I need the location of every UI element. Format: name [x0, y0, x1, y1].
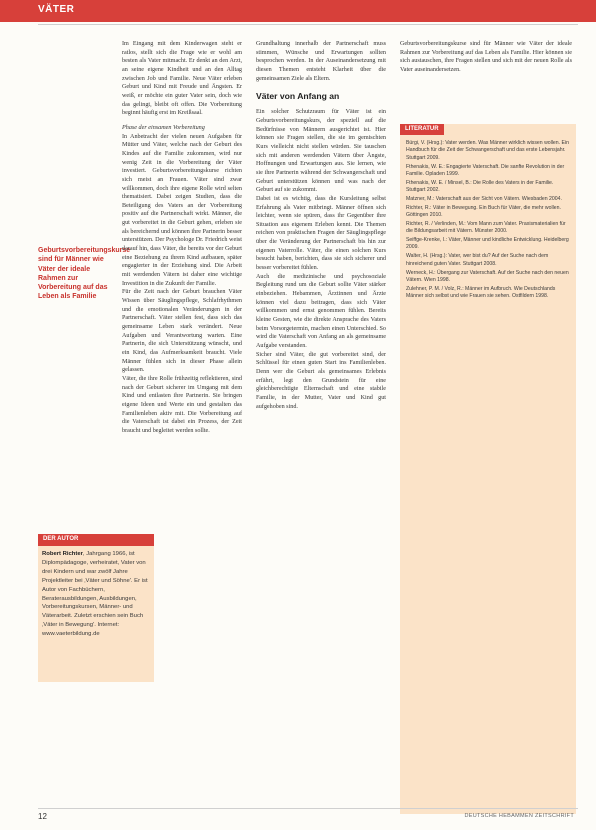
author-contact-label: Internet:: [97, 622, 120, 629]
paragraph: Grundhaltung innerhalb der Partnerschaft muss stimmen, Wünsche und Erwartungen sollten besprochen werden. In der Auseinandersetzung mit diesen Themen entsteht Klarheit über die gemeinsamen Ziele als Eltern.: [256, 41, 386, 82]
author-box: [38, 534, 154, 682]
literature-item: Werneck, H.: Übergang zur Vaterschaft. Auf der Suche nach den neuen Vätern. Wien 1998.: [406, 269, 569, 283]
paragraph: In Anbetracht der vielen neuen Aufgaben für Mütter und Väter, welche nach der Geburt des Kindes auf die Familie zukommen, wird nur wenig Zeit in die Vorbereitung der Väter investiert. Geburtsvorbereitungskurse richten sich meist an Frauen. Väter sind zwar willkommen, doch ihre eigene Rolle wird selten thematisiert. Dabei zeigen Studien, dass die Beteiligung des Vaters an der Vorbereitung positiv auf die Partnerschaft wirkt. Männer, die gut vorbereitet in die Geburt gehen, erleben sie als bereichernd und können ihre Partnerin besser unterstützen. Der Psychologe Dr. Friedrich weist darauf hin, dass Väter, die bereits vor der Geburt eine Beziehung zu ihrem Kind aufbauen, später engagierter in der Erziehung sind. Die Arbeit mit werdenden Vätern ist daher eine wichtige Investition in die Zukunft der Familie.: [122, 133, 242, 287]
page-number: 12: [38, 812, 47, 821]
article-column-1: [122, 40, 242, 436]
author-box-heading: DER AUTOR: [43, 536, 79, 542]
header-divider: [38, 24, 578, 25]
literature-item: Richter, R.: Väter in Bewegung. Ein Buch für Väter, die mehr wollen. Göttingen 2010.: [406, 204, 561, 219]
publication-name: DEUTSCHE HEBAMMEN ZEITSCHRIFT: [464, 813, 574, 819]
literature-item: Walter, H. (Hrsg.): Vater, wer bist du? Auf der Suche nach dem hinreichend guten Vater. Stuttgart 2008.: [406, 253, 549, 267]
literature-item: Fthenakis, W. E. / Minsel, B.: Die Rolle des Vaters in der Familie. Stuttgart 2002.: [406, 179, 554, 194]
paragraph: Für die Zeit nach der Geburt brauchen Väter Wissen über Säuglingspflege, Schlafrhythmen und die emotionalen Veränderungen in der Partnerschaft. Väter stellen fest, dass sich das gemeinsame Leben stark verändert. Neue Aufgaben und Verantwortung warten. Eine Partnerin, die sich Unterstützung wünscht, und ein Kind, das Aufmerksamkeit braucht. Viele Männer fühlen sich in dieser Phase allein gelassen.: [122, 289, 242, 374]
author-name: Robert Richter: [42, 551, 83, 557]
paragraph: Dabei ist es wichtig, dass die Kursleitung selbst Erfahrung als Vater mitbringt. Männer öffnen sich leichter, wenn sie spüren, dass ihr Gegenüber ihre Situation aus eigenem Erleben kennt. Die Themen reichen von praktischen Fragen der Säuglingspflege über die Veränderung der Partnerschaft bis hin zur eigenen Vaterrolle. Väter, die einen solchen Kurs besucht haben, berichten, dass sie sich sicherer und besser vorbereitet fühlen.: [256, 195, 386, 272]
literature-item: Fthenakis, W. E.: Engagierte Vaterschaft. Die sanfte Revolution in der Familie. Opladen 1999.: [406, 163, 565, 177]
section-header-bar: [0, 0, 596, 22]
paragraph: Geburtsvorbereitungskurse sind für Männer wie Väter der ideale Rahmen zur Vorbereitung auf das Leben als Familie. Hier können sie sich austauschen, ihre Fragen stellen und sich mit der neuen Rolle als Vater auseinandersetzen.: [400, 41, 572, 73]
paragraph: Sicher sind Väter, die gut vorbereitet sind, der Schlüssel für einen guten Start ins Familienleben. Denn wer die Geburt als gemeinsames Erlebnis erfährt, legt den Grundstein für eine gleichberechtigte Elternschaft und eine stabile Familie, in der Mutter, Vater und Kind gut aufgehoben sind.: [256, 351, 386, 410]
pull-quote: Geburtsvorbereitungskurse sind für Männer wie Väter der ideale Rahmen zur Vorbereitung auf das Leben als Familie: [38, 247, 131, 301]
literature-item: Bürgi, V. (Hrsg.): Vater werden. Was Männer wirklich wissen wollen. Ein Handbuch für die Zeit der Schwangerschaft und das erste Lebensjahr. Stuttgart 2009.: [406, 140, 569, 161]
literature-list: [406, 140, 572, 302]
section-heading: Väter von Anfang an: [256, 91, 340, 102]
literature-item: Matzner, M.: Vaterschaft aus der Sicht von Vätern. Wiesbaden 2004.: [406, 195, 562, 202]
literature-header: [400, 124, 444, 135]
author-box-header: [38, 534, 154, 546]
literature-item: Zulehner, P. M. / Volz, R.: Männer im Aufbruch. Wie Deutschlands Männer sich selbst und wie Frauen sie sehen. Ostfildern 1998.: [406, 285, 556, 300]
article-column-3: [400, 40, 572, 75]
paragraph: Väter, die ihre Rolle frühzeitig reflektieren, sind nach der Geburt sicherer im Umgang mit dem Kind und entlasten ihre Partnerin. Sie bringen eigene Ideen und Werte ein und gestalten das Familienleben aktiv mit. Die Vorbereitung auf die Vaterschaft ist dabei ein Prozess, der Zeit braucht und begleitet werden sollte.: [122, 375, 242, 434]
literature-box: [400, 124, 576, 814]
paragraph: Ein solcher Schutzraum für Väter ist ein Geburtsvorbereitungskurs, der speziell auf die Bedürfnisse von Männern ausgerichtet ist. Hier können sie Fragen stellen, die sie im gemischten Kurs vielleicht nicht stellen würden. Sie tauschen sich mit anderen werdenden Vätern über Ängste, Hoffnungen und Erwartungen aus. Sie lernen, wie sie ihre Partnerin während der Schwangerschaft und Geburt unterstützen können und was nach der Geburt auf sie zukommt.: [256, 109, 386, 194]
literature-heading: LITERATUR: [405, 126, 439, 132]
article-column-2: [256, 40, 386, 411]
paragraph: Auch die medizinische und psychosoziale Begleitung rund um die Geburt sollte Väter stärker einbeziehen. Hebammen, Ärztinnen und Ärzte können viel dazu beitragen, dass sich Väter willkommen und ernst genommen fühlen. Bereits kleine Gesten, wie die direkte Ansprache des Vaters beim Vorsorgetermin, machen einen Unterschied. So wird die Vaterschaft von Anfang an als gemeinsame Aufgabe verstanden.: [256, 273, 386, 349]
section-title: VÄTER: [38, 4, 75, 15]
paragraph: Im Eingang mit dem Kinderwagen steht er ratlos, stellt sich die Frage wie er wohl am besten als Vater mitmacht. Er denkt an den Arzt, an seine eigene Kindheit und an den Alltag zwischen Job und Familie. Neue Väter erleben Geburt und Kind mit Freude und Ängsten. Er weiß, er möchte ein guter Vater sein, doch wie das gelingt, bleibt oft offen. Die Vorbereitung beginnt häufig erst im Kreißsaal.: [122, 41, 242, 117]
literature-item: Seiffge-Krenke, I.: Väter, Männer und kindliche Entwicklung. Heidelberg 2009.: [406, 237, 569, 251]
author-bio-text: , Jahrgang 1966, ist Diplompädagoge, verheiratet, Vater von drei Kindern und war zwölf Jahre Projektleiter bei ‚Väter und Söhne'. Er ist Autor von Fachbüchern, Beraterausbildungen, Ausbildungen, Vorbereitungskursen, Männer- und Väterarbeit. Zuletzt erschien sein Buch ‚Väter in Bewegung'.: [42, 551, 148, 629]
author-contact-link[interactable]: www.vaeterbildung.de: [42, 631, 100, 638]
literature-item: Richter, R. / Verlinden, M.: Vom Mann zum Vater. Praxismaterialien für die Bildungsarbeit mit Vätern. Münster 2000.: [406, 220, 566, 235]
footer-divider: [38, 808, 578, 809]
subheading: Phase der einsamen Vorbereitung: [122, 124, 205, 131]
author-bio: [42, 550, 150, 639]
